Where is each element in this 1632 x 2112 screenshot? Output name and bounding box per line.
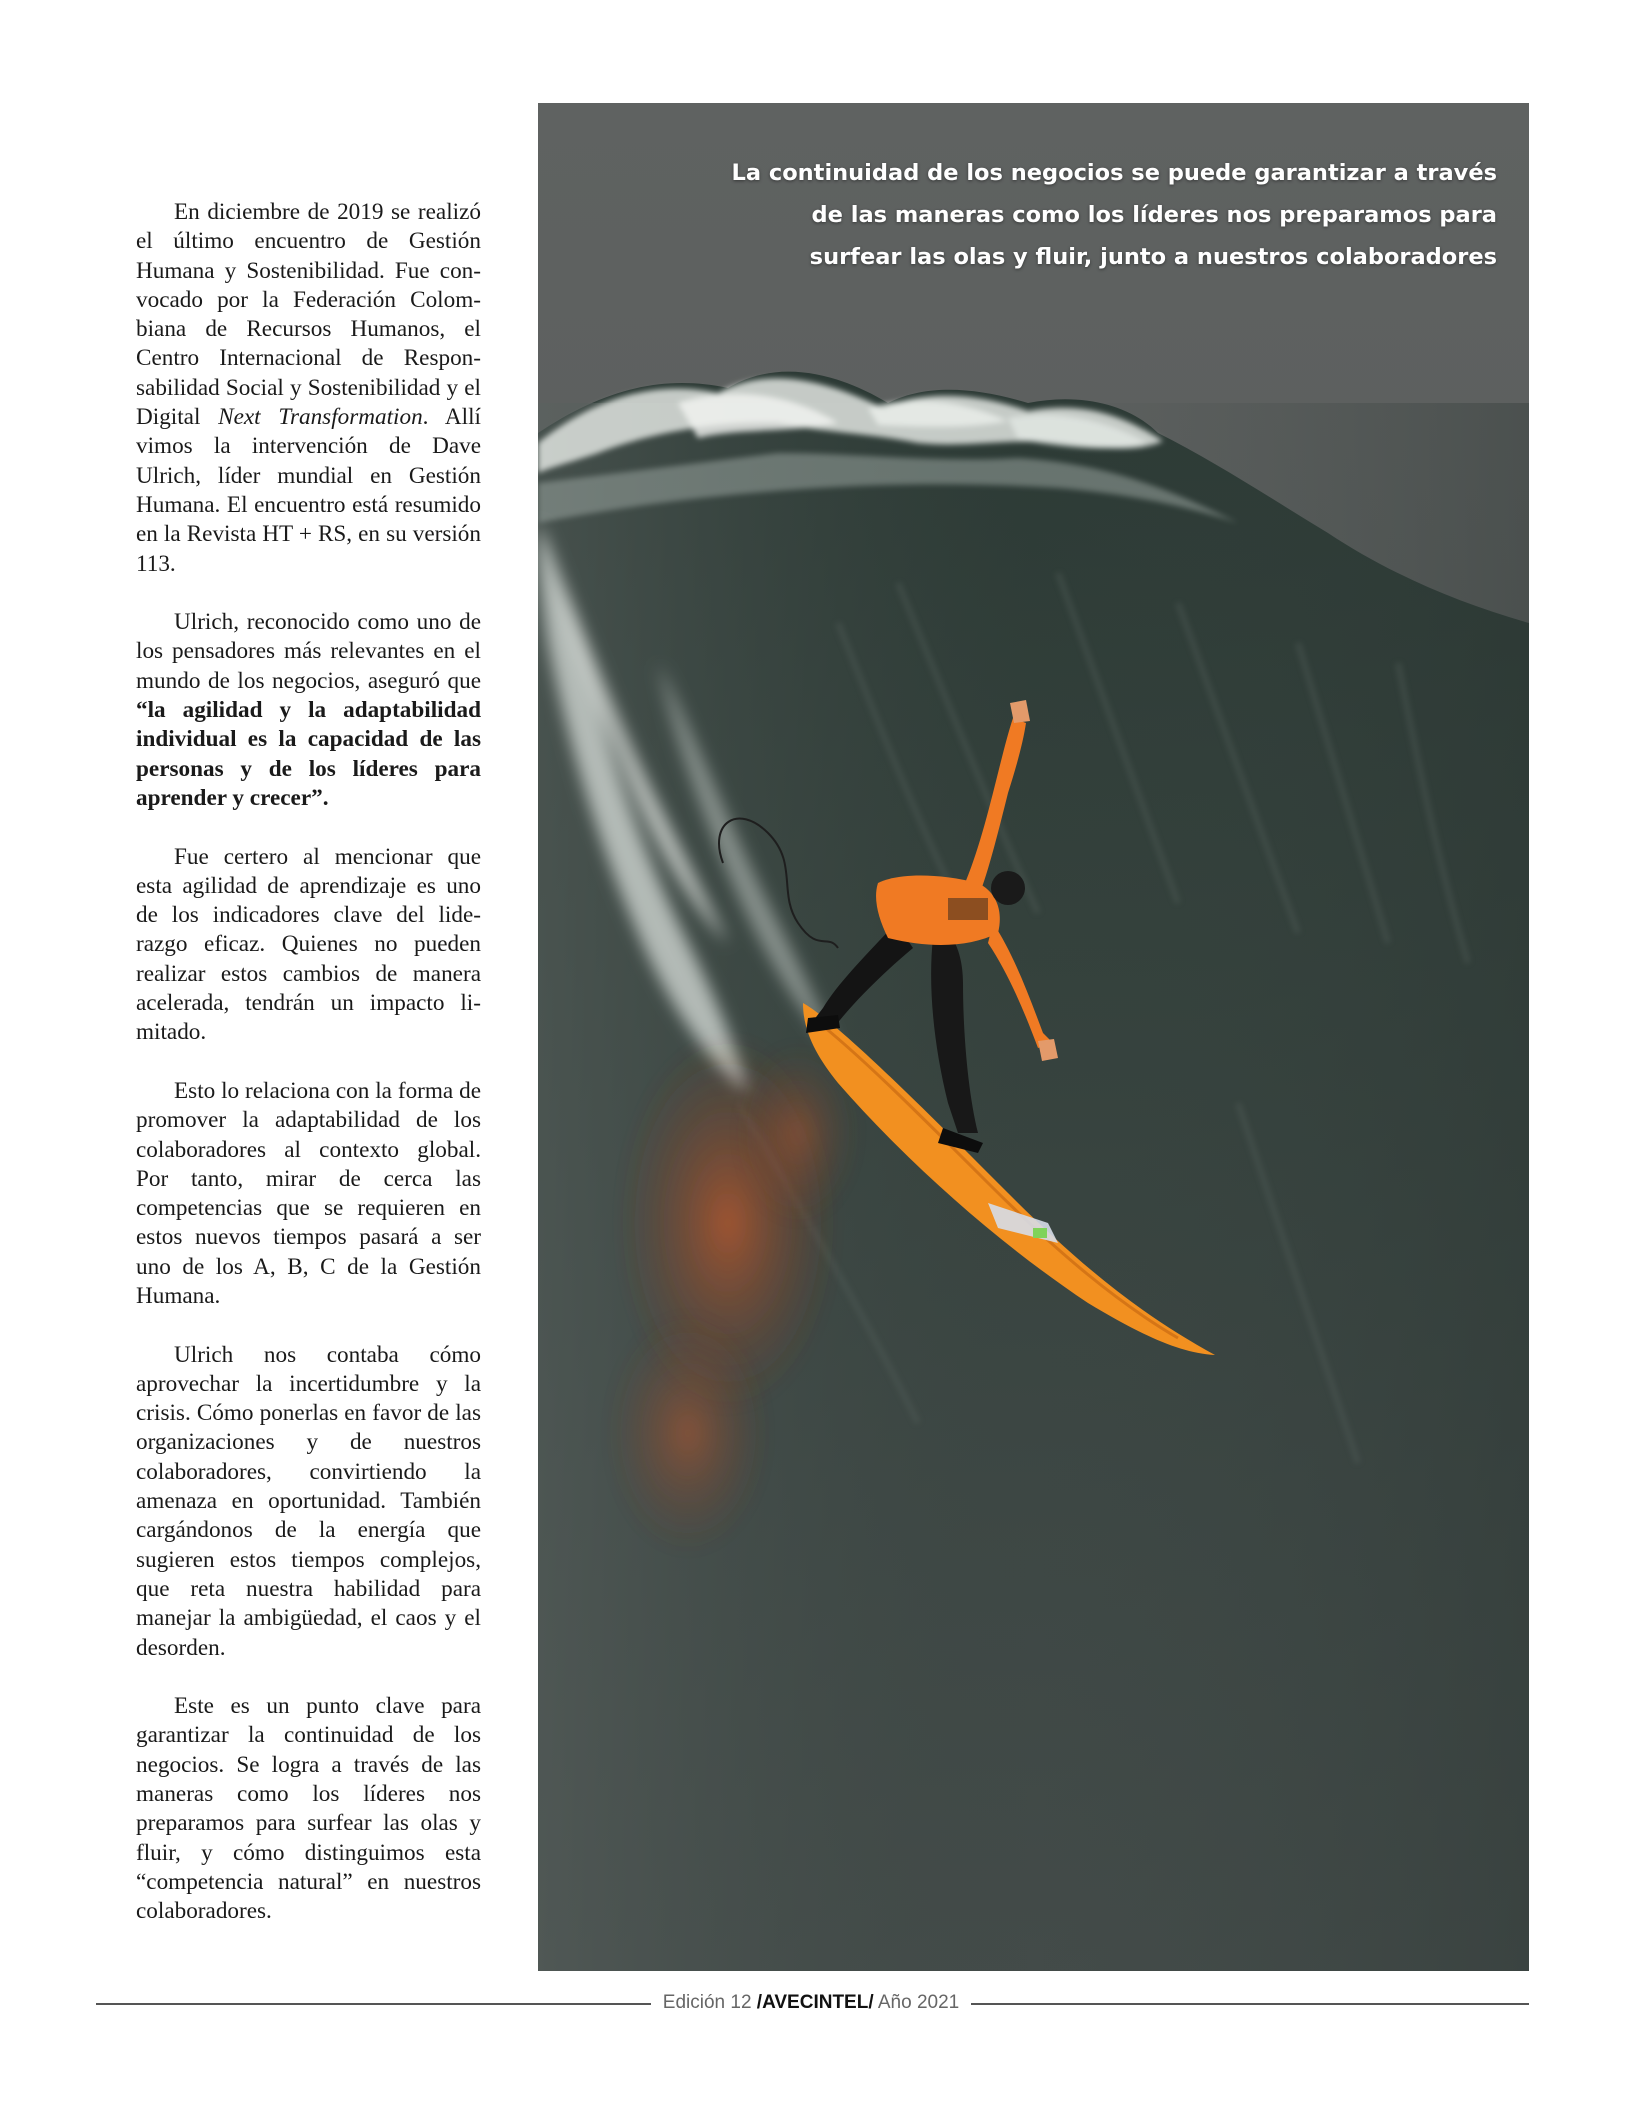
- paragraph-1-text-b: . Allí vimos la intervención de Dave Ulrich, líder mundial en Gestión Humana. El encuentro está resumido en la Revista HT + RS, en su versión 113.: [136, 404, 481, 577]
- page-footer: [96, 1988, 1529, 2018]
- paragraph-5: Ulrich nos contaba cómo aprovechar la incertidumbre y la crisis. Cómo ponerlas en favor de las organizaciones y de nuestros colaboradores, convirtiendo la amenaza en oportunidad. También cargándonos de la energía que sugieren estos tiempos complejos, que reta nuestra habilidad para manejar la ambigüedad, el caos y el desorden.: [136, 1341, 481, 1661]
- paragraph-2-quote: “la agilidad y la adaptabilidad individual es la capacidad de las personas y de los líderes para aprender y crecer”.: [136, 697, 481, 811]
- paragraph-1-italic: Next Transformation: [218, 404, 423, 431]
- surfer-photo: [538, 103, 1529, 1971]
- footer-label: [661, 1990, 961, 2016]
- paragraph-4: Esto lo relaciona con la forma de promover la adaptabilidad de los colaboradores al contexto global. Por tanto, mirar de cerca las competencias que se requieren en estos nuevos tiempos pasará a ser uno de los A, B, C de la Gestión Humana.: [136, 1077, 481, 1309]
- paragraph-2: [136, 608, 481, 813]
- footer-rule-left: [96, 2003, 651, 2005]
- footer-brand: /AVECINTEL/: [756, 1992, 874, 2013]
- paragraph-2-text: Ulrich, reconocido como uno de los pensadores más relevantes en el mundo de los negocios, aseguró que: [136, 609, 481, 694]
- footer-edition: Edición 12: [662, 1992, 752, 2013]
- wave-illustration: [538, 103, 1529, 1971]
- paragraph-6: Este es un punto clave para garantizar la continuidad de los negocios. Se logra a través de las maneras como los líderes nos preparamos para surfear las olas y fluir, y cómo distinguimos esta “competencia natural” en nuestros colaboradores.: [136, 1693, 481, 1925]
- paragraph-1: [136, 198, 481, 579]
- paragraph-1-text-a: En diciembre de 2019 se realizó el último encuentro de Gestión Humana y Sostenibilidad. Fue convocado por la Federación Colombiana de Recursos Humanos, el Centro Internacional de Responsabilidad Social y Sostenibilidad y el Digital: [136, 199, 481, 431]
- footer-year: Año 2021: [877, 1992, 960, 2013]
- photo-caption: La continuidad de los negocios se puede garantizar a través de las maneras como los líderes nos preparamos para surfear las olas y fluir, junto a nuestros colaboradores: [731, 160, 1497, 270]
- article-body: [136, 198, 481, 1927]
- paragraph-3: Fue certero al mencionar que esta agilidad de aprendizaje es uno de los indicadores clave del liderazgo eficaz. Quienes no pueden realizar estos cambios de manera acelerada, tendrán un impacto limitado.: [136, 843, 481, 1046]
- footer-rule-right: [971, 2003, 1529, 2005]
